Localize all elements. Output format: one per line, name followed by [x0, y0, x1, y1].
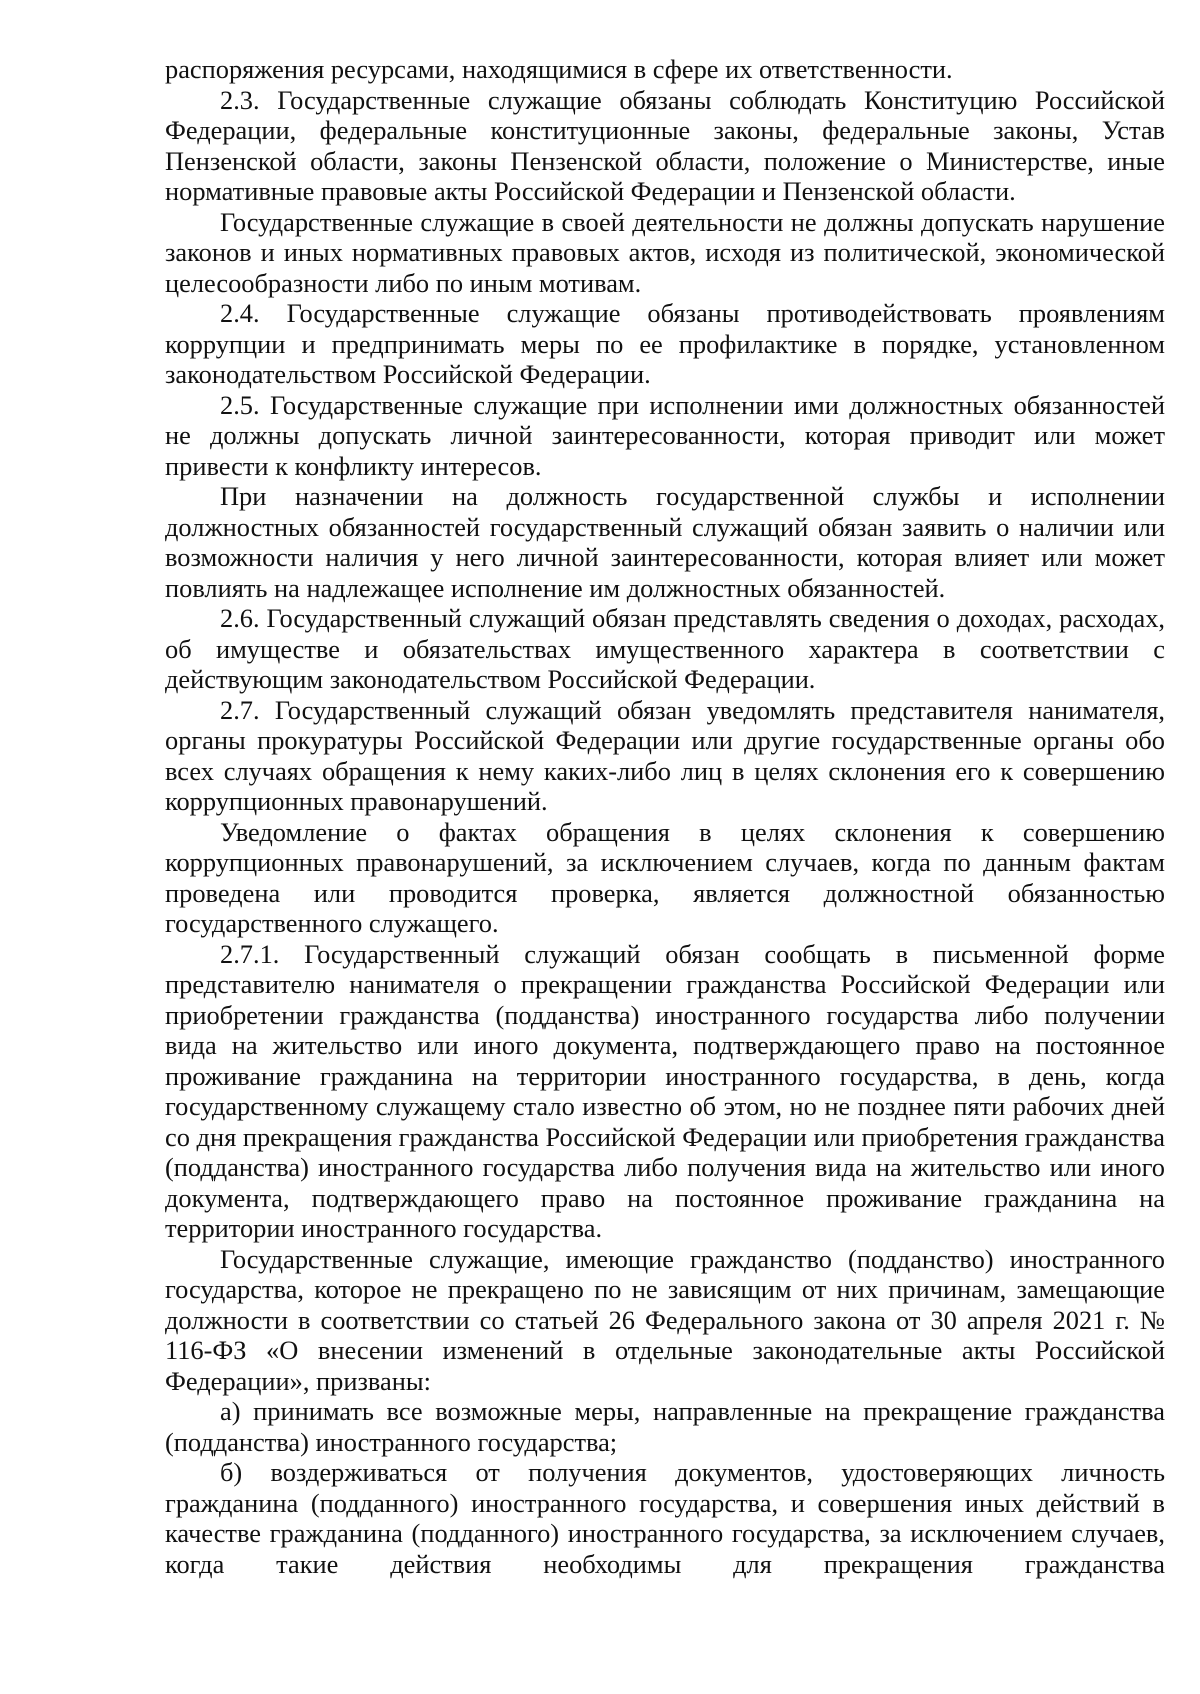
paragraph-2-7-notification: Уведомление о фактах обращения в целях склонения к совершению коррупционных правонарушений, за исключением случаев, когда по данным фактам проведена или проводится проверка, является должностной обязанностью государственного служащего.: [165, 816, 1165, 938]
paragraph-2-6: 2.6. Государственный служащий обязан представлять сведения о доходах, расходах, об имуществе и обязательствах имущественного характера в соответствии с действующим законодательством Российской Федерации.: [165, 603, 1165, 694]
paragraph-2-5: 2.5. Государственные служащие при исполнении ими должностных обязанностей не должны допускать личной заинтересованности, которая приводит или может привести к конфликту интересов.: [165, 389, 1165, 481]
paragraph-2-7: 2.7. Государственный служащий обязан уведомлять представителя нанимателя, органы прокуратуры Российской Федерации или другие государственные органы обо всех случаях обращения к нему каких-либо лиц в целях склонения его к совершению коррупционных правонарушений.: [165, 694, 1165, 816]
list-item-a: а) принимать все возможные меры, направленные на прекращение гражданства (подданства) иностранного государства;: [165, 1396, 1165, 1457]
paragraph-2-3-prohibition: Государственные служащие в своей деятельности не должны допускать нарушение законов и иных нормативных правовых актов, исходя из политической, экономической целесообразности либо по иным мотивам.: [165, 206, 1165, 298]
list-item-b: б) воздерживаться от получения документов, удостоверяющих личность гражданина (подданного) иностранного государства, и совершения иных действий в качестве гражданина (подданного) иностранного государства, за исключением случаев, когда такие действия необходимы для прекращения гражданства: [165, 1457, 1165, 1579]
document-page: [165, 54, 1165, 1579]
paragraph-2-5-appointment: При назначении на должность государственной службы и исполнении должностных обязанностей государственный служащий обязан заявить о наличии или возможности наличия у него личной заинтересованности, которая влияет или может повлиять на надлежащее исполнение им должностных обязанностей.: [165, 481, 1165, 603]
paragraph-2-4: 2.4. Государственные служащие обязаны противодействовать проявлениям коррупции и предпринимать меры по ее профилактике в порядке, установленном законодательством Российской Федерации.: [165, 298, 1165, 389]
paragraph-2-7-1: 2.7.1. Государственный служащий обязан сообщать в письменной форме представителю нанимателя о прекращении гражданства Российской Федерации или приобретении гражданства (подданства) иностранного государства либо получении вида на жительство или иного документа, подтверждающего право на постоянное проживание гражданина на территории иностранного государства, в день, когда государственному служащему стало известно об этом, но не позднее пяти рабочих дней со дня прекращения гражданства Российской Федерации или приобретения гражданства (подданства) иностранного государства либо получения вида на жительство или иного документа, подтверждающего право на постоянное проживание гражданина на территории иностранного государства.: [165, 938, 1165, 1243]
paragraph-2-3: 2.3. Государственные служащие обязаны соблюдать Конституцию Российской Федерации, федеральные конституционные законы, федеральные законы, Устав Пензенской области, законы Пензенской области, положение о Министерстве, иные нормативные правовые акты Российской Федерации и Пензенской области.: [165, 84, 1165, 206]
paragraph-2-7-1-foreign-citizenship: Государственные служащие, имеющие гражданство (подданство) иностранного государства, которое не прекращено по не зависящим от них причинам, замещающие должности в соответствии со статьей 26 Федерального закона от 30 апреля 2021 г. № 116-ФЗ «О внесении изменений в отдельные законодательные акты Российской Федерации», призваны:: [165, 1243, 1165, 1396]
paragraph-continuation: распоряжения ресурсами, находящимися в сфере их ответственности.: [165, 54, 953, 84]
